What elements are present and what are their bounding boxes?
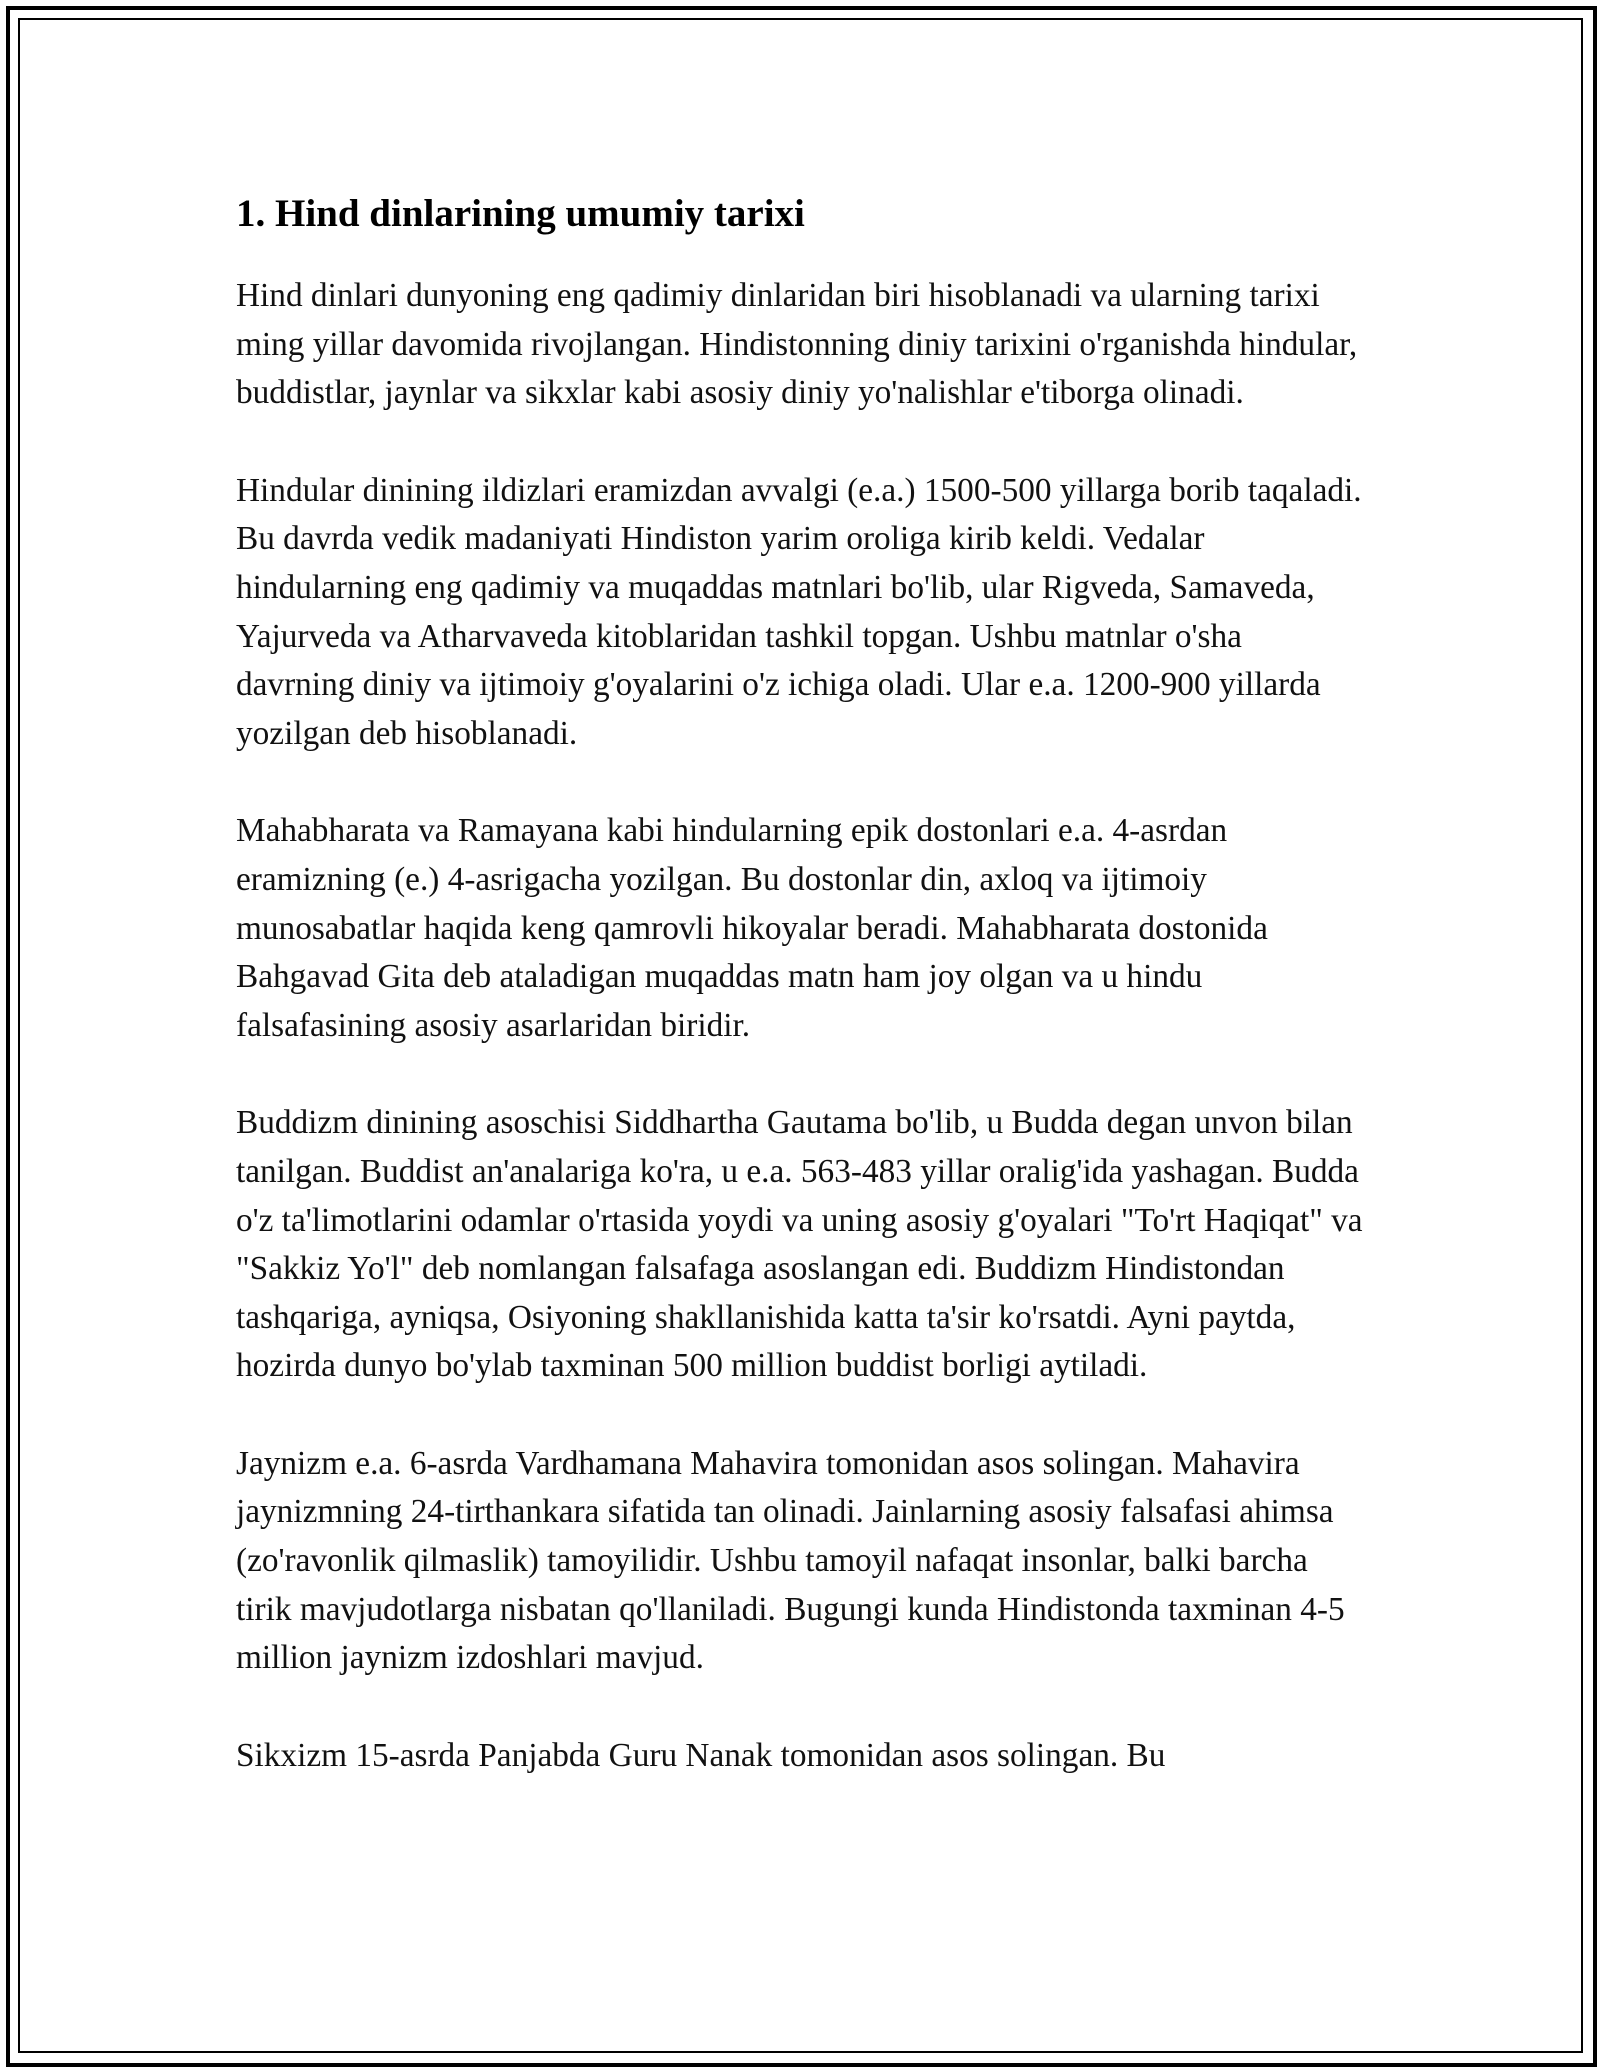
paragraph-jainism: Jaynizm e.a. 6-asrda Vardhamana Mahavira tomonidan asos solingan. Mahavira jaynizmning 24-tirthankara sifatida tan olinadi. Jainlarning asosiy falsafasi ahimsa (zo'ravonlik qilmaslik) tamoyilidir. Ushbu tamoyil nafaqat insonlar, balki barcha tirik mavjudotlarga nisbatan qo'llaniladi. Bugungi kunda Hindistonda taxminan 4-5 million jaynizm izdoshlari mavjud. xyxy=(236,1444,1345,1677)
paragraph-buddhism: Buddizm dinining asoschisi Siddhartha Gautama bo'lib, u Budda degan unvon bilan tanilgan. Buddist an'analariga ko'ra, u e.a. 563-483 yillar oralig'ida yashagan. Budda o'z ta'limotlarini odamlar o'rtasida yoydi va uning asosiy g'oyalari "To'rt Haqiqat" va "Sakkiz Yo'l" deb nomlangan falsafaga asoslangan edi. Buddizm Hindistondan tashqariga, ayniqsa, Osiyoning shakllanishida katta ta'sir ko'rsatdi. Ayni paytda, hozirda dunyo bo'ylab taxminan 500 million buddist borligi aytiladi. xyxy=(236,1104,1363,1385)
paragraph-hinduism-origins: Hindular dinining ildizlari eramizdan avvalgi (e.a.) 1500-500 yillarga borib taqaladi. Bu davrda vedik madaniyati Hindiston yarim oroliga kirib keldi. Vedalar hindularning eng qadimiy va muqaddas matnlari bo'lib, ular Rigveda, Samaveda, Yajurveda va Atharvaveda kitoblaridan tashkil topgan. Ushbu matnlar o'sha davrning diniy va ijtimoiy g'oyalarini o'z ichiga oladi. Ular e.a. 1200-900 yillarda yozilgan deb hisoblanadi. xyxy=(236,471,1362,752)
paragraph-sikhism: Sikxizm 15-asrda Panjabda Guru Nanak tomonidan asos solingan. Bu xyxy=(236,1736,1166,1774)
paragraph-intro: Hind dinlari dunyoning eng qadimiy dinlaridan biri hisoblanadi va ularning tarixi ming yillar davomida rivojlangan. Hindistonning diniy tarixini o'rganishda hindular, buddistlar, jaynlar va sikxlar kabi asosiy diniy yo'nalishlar e'tiborga olinadi. xyxy=(236,277,1358,412)
section-heading: 1. Hind dinlarining umumiy tarixi xyxy=(236,192,805,235)
paragraph-epics: Mahabharata va Ramayana kabi hindularning epik dostonlari e.a. 4-asrdan eramizning (e.) 4-asrigacha yozilgan. Bu dostonlar din, axloq va ijtimoiy munosabatlar haqida keng qamrovli hikoyalar beradi. Mahabharata dostonida Bahgavad Gita deb ataladigan muqaddas matn ham joy olgan va u hindu falsafasining asosiy asarlaridan biridir. xyxy=(236,812,1268,1044)
document-body xyxy=(236,186,1366,1829)
